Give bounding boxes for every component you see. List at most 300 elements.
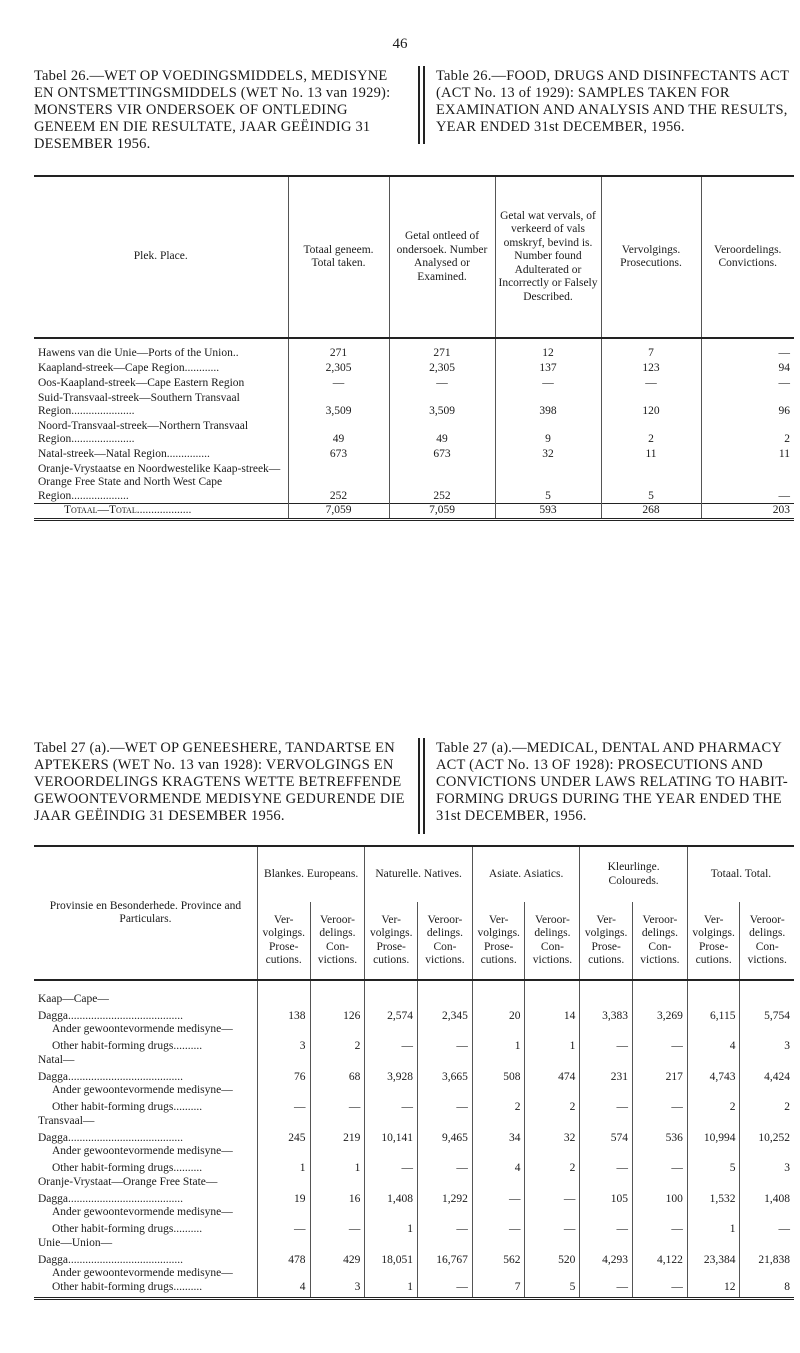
- t27-header-asiatics: Asiate. Asiatics.: [472, 846, 579, 902]
- cell-adulterated: 32: [495, 447, 601, 462]
- cell-value: 16,767: [418, 1250, 473, 1267]
- cell-value: [472, 1206, 525, 1220]
- cell-value: [365, 1084, 418, 1098]
- cell-value: [740, 1084, 794, 1098]
- cell-value: [365, 1115, 418, 1129]
- table-row: [34, 1054, 794, 1068]
- row-place: Suid-Transvaal-streek—Southern Transvaal Region......................: [38, 391, 240, 417]
- row-label: Ander gewoontevormende medisyne—: [52, 1267, 233, 1279]
- cell-value: [365, 1023, 418, 1037]
- t26-header-convictions: Veroordelings. Convictions.: [701, 176, 794, 338]
- total-convictions: 203: [701, 504, 794, 520]
- table-row: [34, 980, 794, 1006]
- cell-value: [580, 1084, 633, 1098]
- cell-analysed: 2,305: [389, 361, 495, 376]
- cell-value: —: [365, 1098, 418, 1115]
- cell-value: 1: [257, 1159, 310, 1176]
- cell-value: 478: [257, 1250, 310, 1267]
- cell-value: —: [632, 1159, 687, 1176]
- total-row: [34, 504, 794, 520]
- table27-title-english: Table 27 (a).—MEDICAL, DENTAL AND PHARMACY ACT (ACT No. 13 OF 1928): PROSECUTIONS AND CONVICTIONS UNDER LAWS RELATING TO HABIT-FORMING DRUGS DURING THE YEAR ENDED THE 31st DECEMBER, 1956.: [436, 740, 788, 824]
- cell-value: 9,465: [418, 1128, 473, 1145]
- cell-prosecutions: —: [601, 376, 701, 391]
- row-label: Other habit-forming drugs..........: [34, 1281, 257, 1299]
- cell-taken: 252: [288, 462, 389, 504]
- cell-value: 4: [687, 1037, 740, 1054]
- cell-value: [740, 1115, 794, 1129]
- table-row: [34, 1176, 794, 1190]
- cell-value: 508: [472, 1067, 525, 1084]
- cell-value: 574: [580, 1128, 633, 1145]
- cell-value: 10,994: [687, 1128, 740, 1145]
- cell-value: 562: [472, 1250, 525, 1267]
- cell-taken: 673: [288, 447, 389, 462]
- cell-value: 126: [310, 1006, 365, 1023]
- cell-adulterated: 12: [495, 338, 601, 361]
- cell-value: 12: [687, 1281, 740, 1299]
- subheader-prosecutions: Ver- volgings. Prose- cutions.: [472, 902, 525, 980]
- table-row: [34, 1098, 794, 1115]
- cell-value: [525, 1176, 580, 1190]
- table27: [34, 845, 794, 1300]
- cell-value: [687, 1084, 740, 1098]
- cell-value: 34: [472, 1128, 525, 1145]
- row-label: Ander gewoontevormende medisyne—: [52, 1145, 233, 1157]
- row-label: Dagga........................................: [38, 1070, 184, 1083]
- table-row: [34, 1237, 794, 1251]
- cell-value: [632, 1206, 687, 1220]
- row-place: Oranje-Vrystaatse en Noordwestelike Kaap-streek—Orange Free State and North West Cape Region....................: [38, 462, 281, 502]
- cell-value: [687, 1267, 740, 1281]
- cell-value: [472, 1145, 525, 1159]
- table-row: [34, 1189, 794, 1206]
- t27-header-total: Totaal. Total.: [687, 846, 794, 902]
- subheader-convictions: Veroor- delings. Con- victions.: [310, 902, 365, 980]
- row-label: Dagga........................................: [38, 1009, 184, 1022]
- cell-adulterated: 398: [495, 391, 601, 419]
- cell-value: [687, 1054, 740, 1068]
- cell-value: [472, 1267, 525, 1281]
- cell-value: [525, 1267, 580, 1281]
- cell-value: [365, 1267, 418, 1281]
- cell-value: 1: [365, 1220, 418, 1237]
- cell-value: 32: [525, 1128, 580, 1145]
- cell-prosecutions: 5: [601, 462, 701, 504]
- cell-value: [632, 980, 687, 1006]
- subheader-prosecutions: Ver- volgings. Prose- cutions.: [257, 902, 310, 980]
- cell-value: [525, 1206, 580, 1220]
- cell-taken: 49: [288, 419, 389, 447]
- cell-value: 6,115: [687, 1006, 740, 1023]
- cell-value: [525, 1054, 580, 1068]
- row-place: Noord-Transvaal-streek—Northern Transvaal Region......................: [38, 419, 249, 445]
- cell-value: —: [632, 1037, 687, 1054]
- cell-value: [740, 1023, 794, 1037]
- cell-value: —: [418, 1220, 473, 1237]
- cell-value: [580, 1023, 633, 1037]
- cell-value: 100: [632, 1189, 687, 1206]
- cell-value: [418, 1145, 473, 1159]
- cell-value: [580, 980, 633, 1006]
- cell-adulterated: 5: [495, 462, 601, 504]
- cell-convictions: 94: [701, 361, 794, 376]
- cell-value: 1,532: [687, 1189, 740, 1206]
- cell-value: 138: [257, 1006, 310, 1023]
- cell-prosecutions: 2: [601, 419, 701, 447]
- cell-value: [687, 1237, 740, 1251]
- cell-value: [687, 1115, 740, 1129]
- cell-convictions: —: [701, 376, 794, 391]
- subheader-prosecutions: Ver- volgings. Prose- cutions.: [580, 902, 633, 980]
- cell-value: [740, 1206, 794, 1220]
- cell-value: 2: [310, 1037, 365, 1054]
- table-row: [34, 1023, 794, 1037]
- subheader-convictions: Veroor- delings. Con- victions.: [525, 902, 580, 980]
- t27-header-natives: Naturelle. Natives.: [365, 846, 472, 902]
- section-heading: Natal—: [38, 1053, 75, 1066]
- cell-value: [418, 1023, 473, 1037]
- cell-value: [310, 1115, 365, 1129]
- table-row: [34, 1220, 794, 1237]
- row-label: Dagga........................................: [38, 1192, 184, 1205]
- cell-value: [257, 1206, 310, 1220]
- cell-value: [365, 1054, 418, 1068]
- cell-value: [310, 1023, 365, 1037]
- t26-header-analysed: Getal ontleed of ondersoek. Number Analysed or Examined.: [389, 176, 495, 338]
- cell-value: —: [580, 1220, 633, 1237]
- t26-header-place: Plek. Place.: [34, 176, 288, 338]
- cell-value: 2: [740, 1098, 794, 1115]
- cell-adulterated: —: [495, 376, 601, 391]
- table27-title-afrikaans: Tabel 27 (a).—WET OP GENEESHERE, TANDARTSE EN APTEKERS (WET No. 13 van 1928): VERVOLGINGS EN VEROORDELINGS KRAGTENS WETTE BETREFFENDE GEWOONTEVORMENDE MEDISYNE GEDURENDE DIE JAAR GEËINDIG 31 DESEMBER 1956.: [34, 740, 405, 824]
- cell-analysed: 3,509: [389, 391, 495, 419]
- row-place: Kaapland-streek—Cape Region............: [38, 362, 220, 374]
- cell-value: [632, 1237, 687, 1251]
- table-row: [34, 1128, 794, 1145]
- cell-value: [310, 1267, 365, 1281]
- cell-value: 1: [525, 1037, 580, 1054]
- cell-value: —: [525, 1189, 580, 1206]
- table-row: [34, 376, 794, 391]
- cell-value: 5,754: [740, 1006, 794, 1023]
- cell-value: [257, 1267, 310, 1281]
- cell-value: [632, 1267, 687, 1281]
- cell-value: 1,408: [365, 1189, 418, 1206]
- table-row: [34, 1281, 794, 1299]
- cell-taken: 3,509: [288, 391, 389, 419]
- cell-analysed: 49: [389, 419, 495, 447]
- cell-value: 1,408: [740, 1189, 794, 1206]
- cell-value: 68: [310, 1067, 365, 1084]
- cell-value: [310, 1237, 365, 1251]
- cell-convictions: 2: [701, 419, 794, 447]
- cell-value: —: [740, 1220, 794, 1237]
- row-label: Dagga........................................: [38, 1253, 184, 1266]
- total-label: Totaal—Total...................: [34, 504, 288, 520]
- cell-value: [418, 1115, 473, 1129]
- cell-value: 2,345: [418, 1006, 473, 1023]
- table-row: [34, 447, 794, 462]
- section-heading: Kaap—Cape—: [38, 992, 109, 1005]
- cell-adulterated: 137: [495, 361, 601, 376]
- cell-value: [687, 1023, 740, 1037]
- t27-header-province: Provinsie en Besonderhede. Province and Particulars.: [34, 846, 257, 980]
- cell-value: [365, 1145, 418, 1159]
- table-row: [34, 1250, 794, 1267]
- cell-value: 3,383: [580, 1006, 633, 1023]
- table-row: [34, 1084, 794, 1098]
- cell-value: [472, 980, 525, 1006]
- cell-value: [740, 980, 794, 1006]
- cell-value: 5: [525, 1281, 580, 1299]
- cell-value: [525, 1237, 580, 1251]
- cell-value: [632, 1023, 687, 1037]
- cell-value: —: [418, 1281, 473, 1299]
- cell-value: 14: [525, 1006, 580, 1023]
- cell-value: 4,743: [687, 1067, 740, 1084]
- table-row: [34, 1006, 794, 1023]
- cell-value: [472, 1176, 525, 1190]
- row-label: Ander gewoontevormende medisyne—: [52, 1023, 233, 1035]
- cell-value: [365, 1176, 418, 1190]
- t26-header-adulterated: Getal wat vervals, of verkeerd of vals omskryf, bevind is. Number found Adulterated or Incorrectly or Falsely Described.: [495, 176, 601, 338]
- cell-value: 19: [257, 1189, 310, 1206]
- cell-value: [257, 1023, 310, 1037]
- cell-value: [257, 1176, 310, 1190]
- cell-value: 4,293: [580, 1250, 633, 1267]
- cell-value: 520: [525, 1250, 580, 1267]
- cell-value: 3,269: [632, 1006, 687, 1023]
- cell-value: [257, 1115, 310, 1129]
- cell-value: 8: [740, 1281, 794, 1299]
- total-analysed: 7,059: [389, 504, 495, 520]
- cell-value: [525, 1115, 580, 1129]
- cell-value: [310, 1054, 365, 1068]
- table-row: [34, 1115, 794, 1129]
- cell-value: —: [580, 1159, 633, 1176]
- cell-value: [632, 1115, 687, 1129]
- table-row: [34, 1067, 794, 1084]
- cell-value: [580, 1115, 633, 1129]
- cell-value: [580, 1054, 633, 1068]
- cell-value: [740, 1237, 794, 1251]
- cell-value: 1,292: [418, 1189, 473, 1206]
- cell-value: 2: [525, 1159, 580, 1176]
- cell-value: —: [632, 1098, 687, 1115]
- cell-value: [632, 1054, 687, 1068]
- row-label: Ander gewoontevormende medisyne—: [52, 1084, 233, 1096]
- cell-value: —: [310, 1098, 365, 1115]
- cell-value: —: [580, 1098, 633, 1115]
- cell-value: 3,665: [418, 1067, 473, 1084]
- cell-value: 536: [632, 1128, 687, 1145]
- subheader-prosecutions: Ver- volgings. Prose- cutions.: [365, 902, 418, 980]
- cell-value: 245: [257, 1128, 310, 1145]
- row-label: Other habit-forming drugs..........: [52, 1101, 203, 1113]
- cell-value: —: [365, 1159, 418, 1176]
- cell-value: 10,141: [365, 1128, 418, 1145]
- cell-value: [687, 1145, 740, 1159]
- cell-convictions: 11: [701, 447, 794, 462]
- table-row: [34, 338, 794, 361]
- row-label: Other habit-forming drugs..........: [52, 1162, 203, 1174]
- cell-value: [418, 1237, 473, 1251]
- cell-value: [740, 1176, 794, 1190]
- cell-value: [310, 1084, 365, 1098]
- t27-header-coloureds: Kleurlinge. Coloureds.: [580, 846, 687, 902]
- total-taken: 7,059: [288, 504, 389, 520]
- table-row: [34, 1206, 794, 1220]
- row-label: Dagga........................................: [38, 1131, 184, 1144]
- cell-value: [472, 1115, 525, 1129]
- cell-value: [632, 1084, 687, 1098]
- cell-convictions: —: [701, 462, 794, 504]
- cell-value: [580, 1206, 633, 1220]
- cell-value: —: [418, 1037, 473, 1054]
- cell-value: 2,574: [365, 1006, 418, 1023]
- cell-value: —: [310, 1220, 365, 1237]
- cell-value: —: [525, 1220, 580, 1237]
- row-label: Other habit-forming drugs..........: [52, 1040, 203, 1052]
- cell-value: 4,424: [740, 1067, 794, 1084]
- cell-prosecutions: 123: [601, 361, 701, 376]
- cell-value: 429: [310, 1250, 365, 1267]
- title-divider-26: [418, 66, 425, 144]
- cell-value: —: [418, 1159, 473, 1176]
- cell-value: 76: [257, 1067, 310, 1084]
- cell-value: 2: [472, 1098, 525, 1115]
- cell-value: —: [365, 1037, 418, 1054]
- row-place: Oos-Kaapland-streek—Cape Eastern Region: [38, 377, 245, 389]
- cell-analysed: 271: [389, 338, 495, 361]
- cell-value: —: [418, 1098, 473, 1115]
- cell-analysed: 252: [389, 462, 495, 504]
- cell-value: 217: [632, 1067, 687, 1084]
- cell-value: 4: [257, 1281, 310, 1299]
- cell-value: 23,384: [687, 1250, 740, 1267]
- table-row: [34, 462, 794, 504]
- cell-value: [632, 1176, 687, 1190]
- cell-value: 20: [472, 1006, 525, 1023]
- table-row: [34, 391, 794, 419]
- cell-value: [525, 1084, 580, 1098]
- cell-value: [418, 1084, 473, 1098]
- t27-header-europeans: Blankes. Europeans.: [257, 846, 364, 902]
- cell-value: —: [472, 1189, 525, 1206]
- section-heading: Unie—Union—: [38, 1236, 113, 1249]
- cell-value: [310, 980, 365, 1006]
- cell-taken: 271: [288, 338, 389, 361]
- cell-value: 231: [580, 1067, 633, 1084]
- table-row: [34, 1037, 794, 1054]
- cell-value: [418, 1054, 473, 1068]
- cell-prosecutions: 7: [601, 338, 701, 361]
- subheader-convictions: Veroor- delings. Con- victions.: [418, 902, 473, 980]
- cell-value: [310, 1145, 365, 1159]
- cell-value: 3: [740, 1037, 794, 1054]
- cell-convictions: —: [701, 338, 794, 361]
- cell-value: [310, 1206, 365, 1220]
- cell-value: 10,252: [740, 1128, 794, 1145]
- cell-value: 3: [740, 1159, 794, 1176]
- cell-value: —: [580, 1037, 633, 1054]
- table-row: [34, 361, 794, 376]
- cell-value: 4,122: [632, 1250, 687, 1267]
- cell-value: 18,051: [365, 1250, 418, 1267]
- cell-convictions: 96: [701, 391, 794, 419]
- section-heading: Oranje-Vrystaat—Orange Free State—: [38, 1175, 218, 1188]
- cell-taken: —: [288, 376, 389, 391]
- cell-value: 1: [310, 1159, 365, 1176]
- cell-value: [418, 980, 473, 1006]
- cell-analysed: 673: [389, 447, 495, 462]
- t26-header-taken: Totaal geneem. Total taken.: [288, 176, 389, 338]
- cell-value: 1: [687, 1220, 740, 1237]
- cell-value: —: [472, 1220, 525, 1237]
- cell-value: 5: [687, 1159, 740, 1176]
- cell-value: [472, 1237, 525, 1251]
- table-row: [34, 419, 794, 447]
- cell-value: [365, 980, 418, 1006]
- cell-value: 219: [310, 1128, 365, 1145]
- cell-taken: 2,305: [288, 361, 389, 376]
- cell-value: [580, 1267, 633, 1281]
- cell-value: [687, 1206, 740, 1220]
- total-adulterated: 593: [495, 504, 601, 520]
- cell-value: 105: [580, 1189, 633, 1206]
- cell-value: [580, 1237, 633, 1251]
- cell-value: [740, 1054, 794, 1068]
- cell-value: [632, 1145, 687, 1159]
- cell-value: [418, 1206, 473, 1220]
- cell-value: [525, 1023, 580, 1037]
- cell-value: [257, 1237, 310, 1251]
- cell-value: [740, 1145, 794, 1159]
- cell-value: 1: [365, 1281, 418, 1299]
- cell-value: [257, 1054, 310, 1068]
- cell-value: 3: [257, 1037, 310, 1054]
- row-place: Natal-streek—Natal Region...............: [38, 448, 210, 460]
- table26-title-afrikaans: Tabel 26.—WET OP VOEDINGSMIDDELS, MEDISYNE EN ONTSMETTINGSMIDDELS (WET No. 13 van 1929): MONSTERS VIR ONDERSOEK OF ONTLEDING GENEEM EN DIE RESULTATE, JAAR GEËINDIG 31 DESEMBER 1956.: [34, 68, 391, 152]
- cell-value: [687, 1176, 740, 1190]
- cell-value: 3,928: [365, 1067, 418, 1084]
- cell-value: 2: [687, 1098, 740, 1115]
- table-row: [34, 1159, 794, 1176]
- cell-value: 7: [472, 1281, 525, 1299]
- title-divider-27: [418, 738, 425, 834]
- cell-value: [525, 1145, 580, 1159]
- cell-value: [257, 980, 310, 1006]
- cell-value: —: [580, 1281, 633, 1299]
- section-heading: Transvaal—: [38, 1114, 95, 1127]
- subheader-prosecutions: Ver- volgings. Prose- cutions.: [687, 902, 740, 980]
- row-label: Other habit-forming drugs..........: [52, 1223, 203, 1235]
- cell-value: [257, 1084, 310, 1098]
- cell-value: [365, 1237, 418, 1251]
- table26: [34, 175, 794, 521]
- cell-prosecutions: 11: [601, 447, 701, 462]
- cell-value: 2: [525, 1098, 580, 1115]
- table-row: [34, 1145, 794, 1159]
- cell-value: [472, 1023, 525, 1037]
- cell-value: [310, 1176, 365, 1190]
- cell-value: [580, 1145, 633, 1159]
- cell-value: [740, 1267, 794, 1281]
- cell-value: [687, 980, 740, 1006]
- cell-adulterated: 9: [495, 419, 601, 447]
- cell-value: 1: [472, 1037, 525, 1054]
- table-row: [34, 1267, 794, 1281]
